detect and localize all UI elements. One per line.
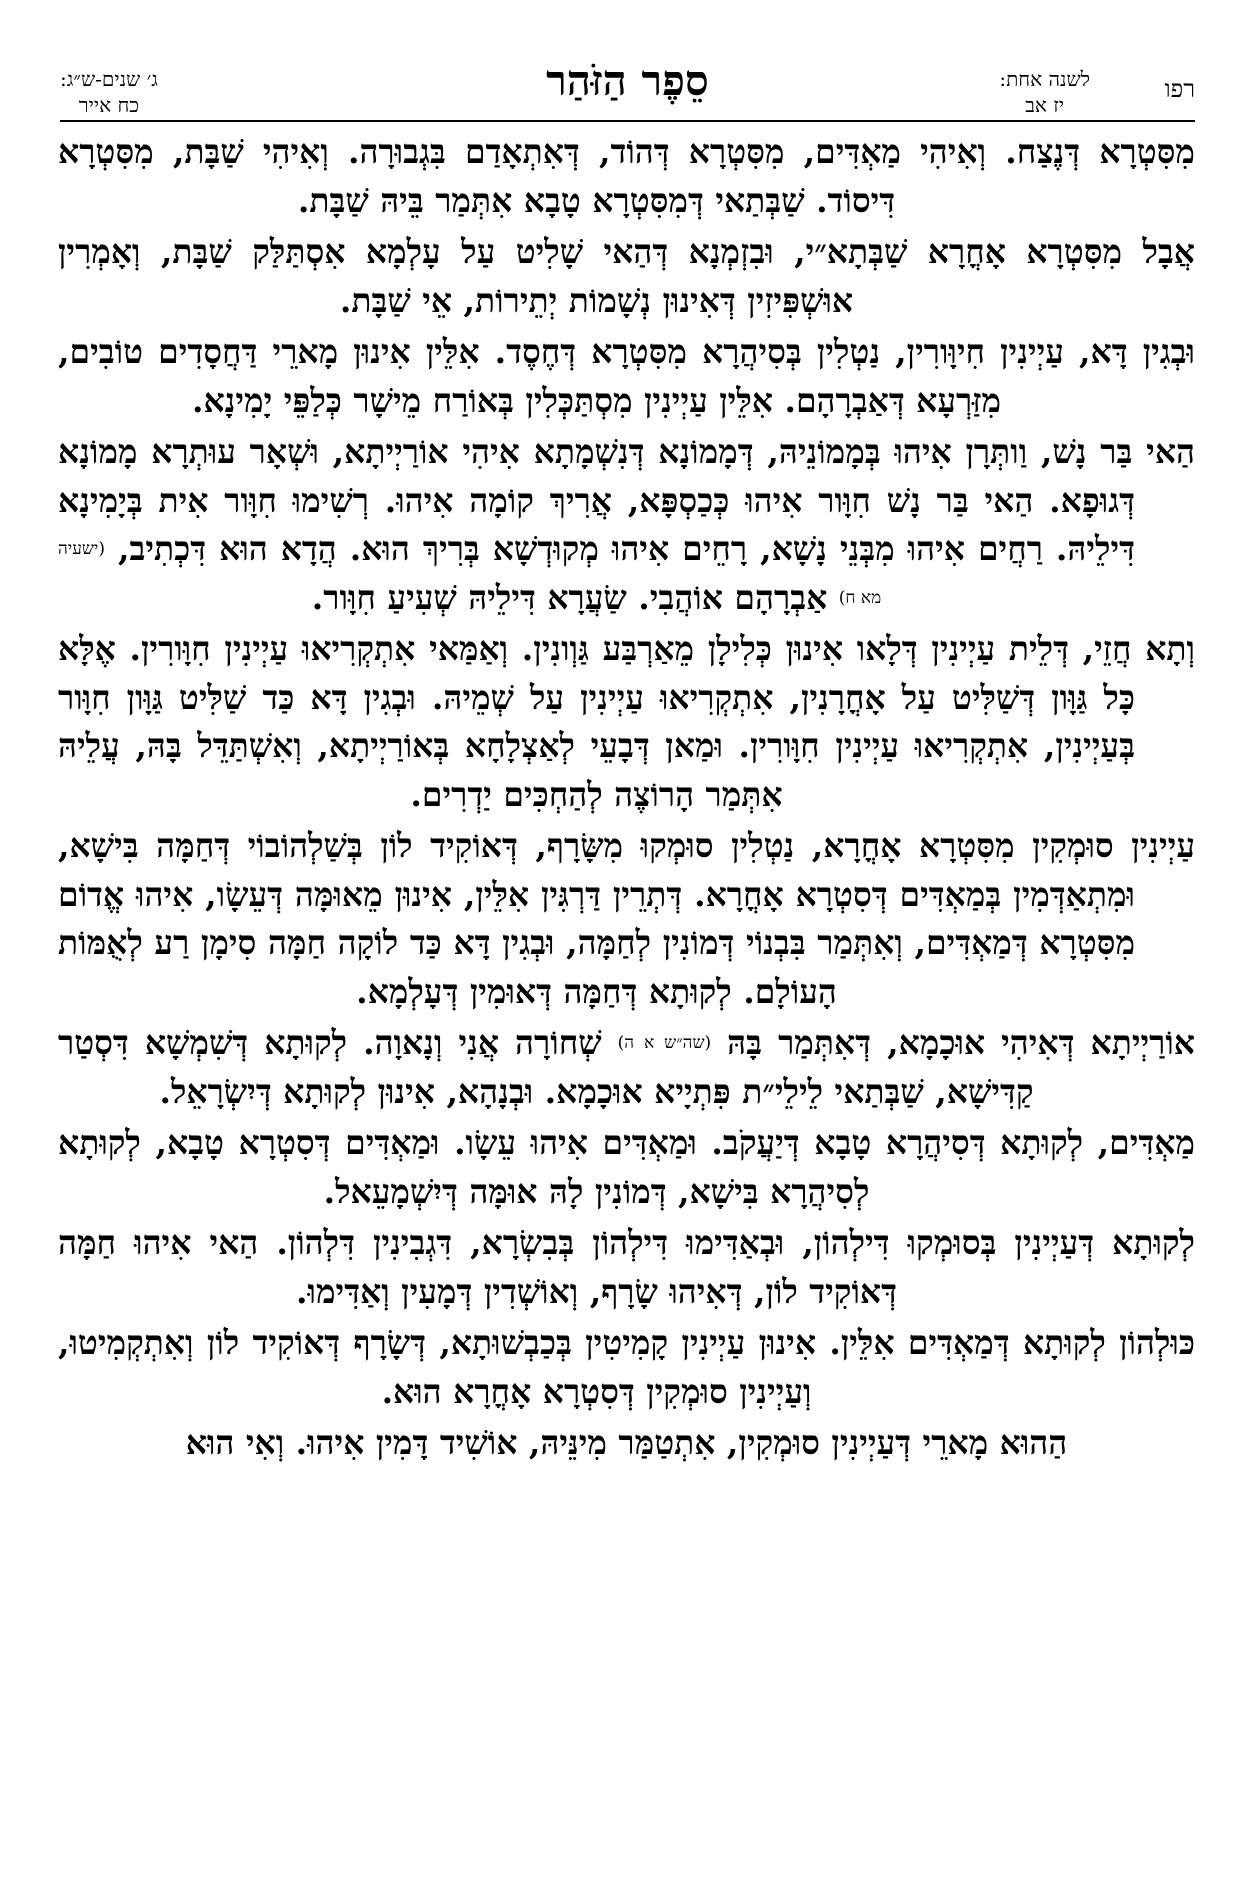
schedule-three-years: ג׳ שנים-ש״ג: <box>60 67 158 91</box>
schedule-one-year: לשנה אחת: <box>999 67 1090 91</box>
paragraph-text: כּוּלְהוֹן לְקוּתָא דְּמַאְדִּים אִלֵּין. אִינוּן עַיְינִין קָמִיטִין בְּכַבְשׁוּתָא, דְּשָׂרָף דְּאוֹקִיד לוֹן וְאִתְקְמִיטוּ, וְעַיְינִין סוּמְקִין דְּסִטְרָא אָחֳרָא הוּא. <box>58 1323 1195 1411</box>
page-header <box>60 50 1195 122</box>
paragraph-text: אַבְרָהָם אוֹהֲבִי. שַׂעֲרָא דִּילֵיהּ שְׁעִיעַ חִוָּור. <box>311 577 839 617</box>
paragraph <box>58 1019 1195 1116</box>
paragraph <box>58 822 1195 1016</box>
paragraph-text: שְׁחוֹרָה אֲנִי וְנָאוָה. לְקוּתָא דְּשִׁמְשָׁא דִּסְטַר קַדִּישָׁא, שַׁבְּתַאי לֵילֵי״ת פִּתְיָיא אוּכָמָא. וּבְנָהָא, אִינוּן לְקוּתָא דְּיִשְׂרָאֵל. <box>58 1023 1034 1111</box>
header-rule <box>60 120 1195 122</box>
paragraph-text: לְקוּתָא דְּעַיְינִין בְּסוּמְקוּ דִּילְהוֹן, וּבְאַדִּימוּ דִּילְהוֹן בְּבִשְׂרָא, דִּגְבִינִין דִּלְהוֹן. הַאי אִיהוּ חַמָּה דְּאוֹקִיד לוֹן, דְּאִיהוּ שָׂרָף, וְאוֹשְׁדִין דְּמָעִין וְאַדִּימוּ. <box>58 1223 1195 1311</box>
paragraph-text: מַאְדִּים, לְקוּתָא דְּסִיהֲרָא טָבָא דְּיַעֲקֹב. וּמַאְדִּים אִיהוּ עֵשָׂו. וּמַאְדִּים דְּסִטְרָא טָבָא, לְקוּתָא לְסִיהֲרָא בִּישָׁא, דְּמוֹנִין לָהּ אוּמָּה דְּיִשְׁמָעֵאל. <box>58 1123 1195 1211</box>
schedule-three-years-date: כח אייר <box>78 93 140 117</box>
paragraph-text: מִסִּטְרָא דְּנֶצַח. וְאִיהִי מַאְדִּים, מִסִּטְרָא דְּהוֹד, דְּאִתְאָדַם בִּגְבוּרָה. וְאִיהִי שַׁבָּת, מִסִּטְרָא דִּיסוֹד. שַׁבְּתַאי דְּמִסִּטְרָא טָבָא אִתְּמַר בֵּיהּ שַׁבָּת. <box>58 132 1195 220</box>
paragraph-text: אוֹרַיְיתָא דְּאִיהִי אוּכָמָא, דְּאִתְּמַר בָּהּ <box>711 1023 1195 1062</box>
page-body <box>58 128 1195 1868</box>
paragraph <box>58 228 1195 325</box>
verse-reference: (ישעיה מא ח) <box>58 539 882 608</box>
paragraph-text: עַיְינִין סוּמְקִין מִסִּטְרָא אָחֳרָא, נַטְלִין סוּמְקוּ מִשָּׂרָף, דְּאוֹקִיד לוֹן בְּשַׁלְהוֹבוֹי דְּחַמָּה בִּישָׁא, וּמִתְאַדְּמִין בְּמַאְדִּים דְּסִטְרָא אָחֳרָא. דְּתְרֵין דַּרְגִּין אִלֵּין, אִינוּן מֵאוּמָּה דְּעֵשָׂו, אִיהוּ אֱדוֹם מִסִּטְרָא דְּמַאְדִּים, וְאִתְּמַר בִּבְנוֹי דְּמוֹנִין לְחַמָּה, וּבְגִין דָּא כַּד לוֹקָה חַמָּה סִימָן רַע לְאֻמּוֹת הָעוֹלָם. לְקוּתָא דְּחַמָּה דְּאוּמִין דְּעָלְמָא. <box>58 826 1195 1011</box>
study-schedule-left <box>60 66 158 118</box>
paragraph-text: הַהוּא מָארֵי דְּעַיְינִין סוּמְקִין, אִתְטַמַּר מִינֵּיהּ, אוֹשִׁיד דָּמִין אִיהוּ. וְאִי הוּא <box>185 1423 1068 1462</box>
paragraph <box>58 328 1195 425</box>
paragraph <box>58 428 1195 622</box>
paragraph <box>58 1219 1195 1316</box>
paragraph <box>58 625 1195 819</box>
paragraph-text: אֲבָל מִסִּטְרָא אָחֳרָא שַׁבְּתָא״י, וּבִזְמְנָא דְּהַאי שָׁלִיט עַל עָלְמָא אִסְתַּלַּק שַׁבָּת, וְאָמְרִין אוּשְׁפִּיזִין דְּאִינוּן נְשָׁמוֹת יְתֵירוֹת, אֵי שַׁבָּת. <box>58 232 1195 320</box>
paragraph-text: וּבְגִין דָּא, עַיְינִין חִיוָּורִין, נַטְלִין בְּסִיהֲרָא מִסִּטְרָא דְּחֶסֶד. אִלֵּין אִינוּן מָארֵי דַּחֲסָדִים טוֹבִים, מִזַּרְעָא דְּאַבְרָהָם. אִלֵּין עַיְינִין מִסְתַּכְּלִין בְּאוֹרַח מֵישָׁר כְּלַפֵּי יָמִינָא. <box>58 332 1195 420</box>
verse-reference: (שה״ש א ה) <box>617 1033 712 1053</box>
paragraph <box>58 1319 1195 1416</box>
paragraph-text: הַאי בַּר נָשׁ, וַותְּרָן אִיהוּ בְּמָמוֹנֵיהּ, דְּמָמוֹנָא דְּנִשְׁמָתָא אִיהִי אוֹרַיְיתָא, וּשְׁאָר עוּתְרָא מָמוֹנָא דְּגוּפָא. הַאי בַּר נָשׁ חִוָּור אִיהוּ כְּכַסְפָּא, אֲרִיךְ קוֹמָה אִיהוּ. רְשִׁימוּ חִוָּור אִית בְּיָמִינָא דִּילֵיהּ. רַחֲים אִיהוּ מִבְּנֵי נָשָׁא, רָחֵים אִיהוּ מְקוּדְשָׁא בְּרִיךְ הוּא. הֲדָא הוּא דִּכְתִיב, <box>58 432 1195 568</box>
book-title: סֵפֶר הַזֹּהַר <box>546 56 709 105</box>
paragraph-text: וְתָא חֲזֵי, דְּלֵית עַיְינִין דְּלָאו אִינוּן כְּלִילָן מֵאַרְבַּע גַּוְונִין. וְאַמַּאי אִתְקְרִיאוּ עַיְינִין חִוָּורִין. אֶלָּא כָּל גַּוָּון דְּשַׁלִּיט עַל אָחֳרָנִין, אִתְקְרִיאוּ עַיְינִין עַל שְׁמֵיהּ. וּבְגִין דָּא כַּד שַׁלִּיט גַּוָּון חִוָּור בְּעַיְינִין, אִתְקְרִיאוּ עַיְינִין חִוָּורִין. וּמַאן דְּבָעֵי לְאַצְלָחָא בְּאוֹרַיְיתָא, וְאִשְׁתַּדֵּל בָּהּ, עֲלֵיהּ אִתְּמַר הָרוֹצֶה לְהַחְכִּים יַדְרִים. <box>58 629 1195 814</box>
paragraph <box>58 1419 1195 1468</box>
schedule-one-year-date: יז אב <box>1025 93 1065 117</box>
paragraph <box>58 128 1195 225</box>
paragraph <box>58 1119 1195 1216</box>
page-number: רפו <box>1164 75 1195 103</box>
